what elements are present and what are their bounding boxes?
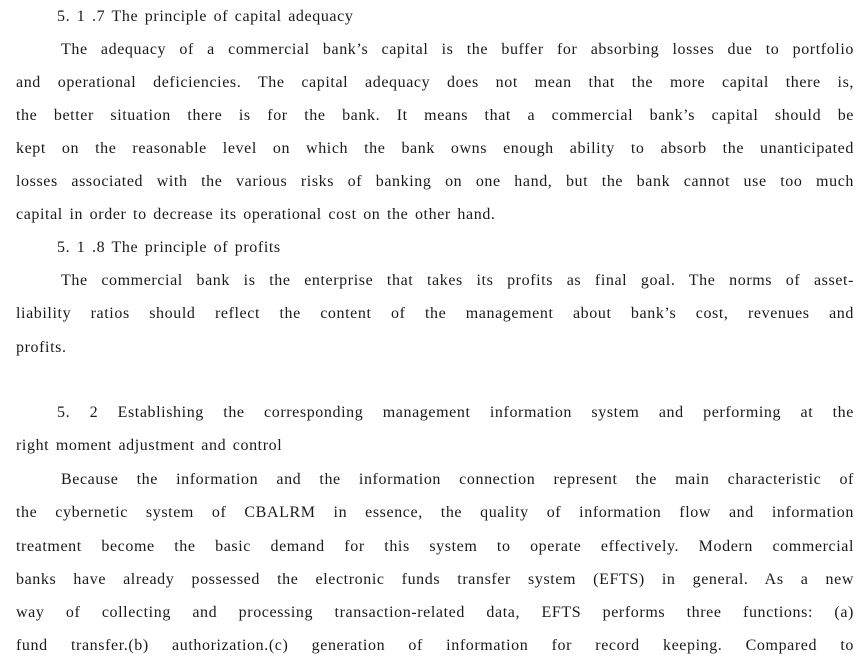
paragraph-line: the better situation there is for the bank. It means that a commercial bank’s capital should be <box>16 107 854 124</box>
section-heading-5-2: 5. 2 Establishing the corresponding management information system and performing at the <box>57 404 854 421</box>
paragraph-line: The commercial bank is the enterprise that takes its profits as final goal. The norms of asset- <box>61 272 854 289</box>
section-heading-5-1-7: 5. 1 .7 The principle of capital adequacy <box>57 8 354 25</box>
paragraph-line: banks have already possessed the electronic funds transfer system (EFTS) in general. As a new <box>16 571 854 588</box>
paragraph-line: way of collecting and processing transaction-related data, EFTS performs three functions: (a) <box>16 604 854 621</box>
section-heading-5-2-continued: right moment adjustment and control <box>16 437 283 454</box>
paragraph-line: The adequacy of a commercial bank’s capital is the buffer for absorbing losses due to portfolio <box>61 41 854 58</box>
paragraph-line: kept on the reasonable level on which the bank owns enough ability to absorb the unanticipated <box>16 140 854 157</box>
paragraph-line: the cybernetic system of CBALRM in essence, the quality of information flow and information <box>16 504 854 521</box>
paragraph-line: liability ratios should reflect the content of the management about bank’s cost, revenues and <box>16 305 854 322</box>
paragraph-line: losses associated with the various risks of banking on one hand, but the bank cannot use too much <box>16 173 854 190</box>
paragraph-line: capital in order to decrease its operational cost on the other hand. <box>16 206 496 223</box>
paragraph-line: treatment become the basic demand for this system to operate effectively. Modern commercial <box>16 538 854 555</box>
paragraph-line: profits. <box>16 339 67 356</box>
section-heading-5-1-8: 5. 1 .8 The principle of profits <box>57 239 281 256</box>
paragraph-line: and operational deficiencies. The capital adequacy does not mean that the more capital there is, <box>16 74 854 91</box>
paragraph-line: fund transfer.(b) authorization.(c) generation of information for record keeping. Compared to <box>16 637 854 654</box>
paragraph-line: Because the information and the information connection represent the main characteristic of <box>61 471 854 488</box>
